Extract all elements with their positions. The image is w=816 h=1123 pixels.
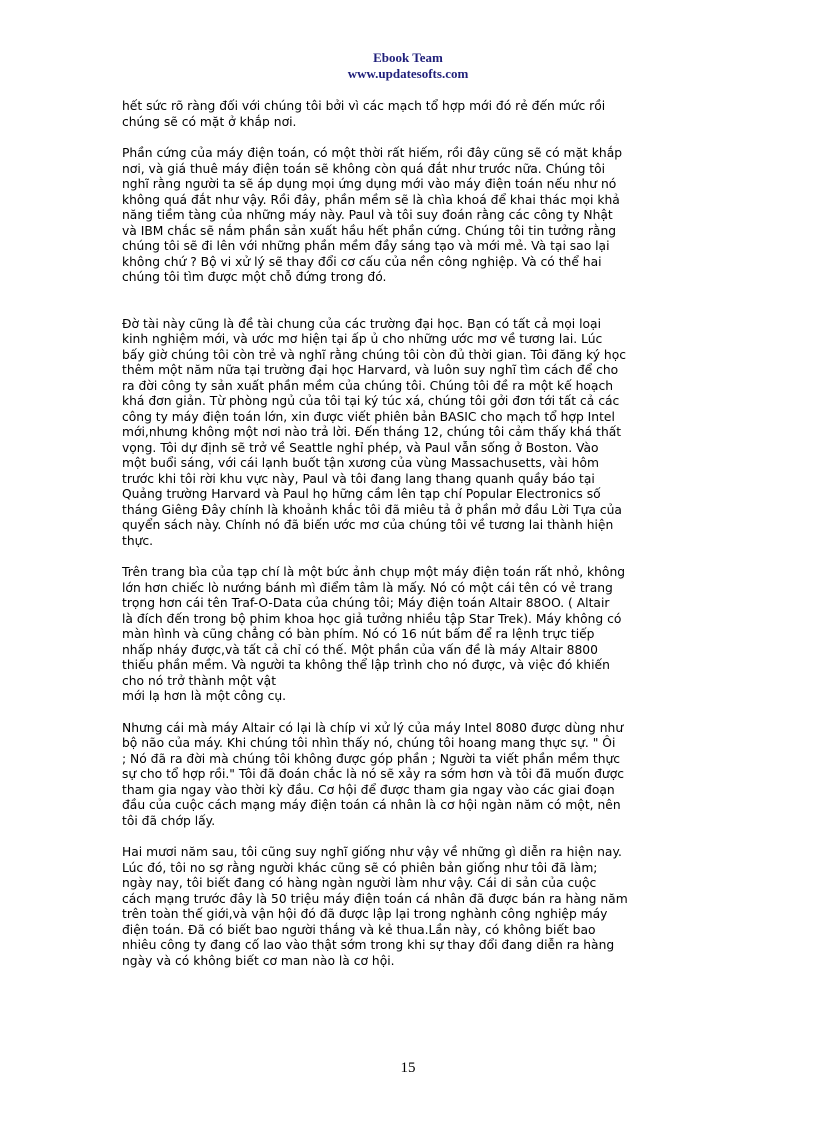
text-line: mới lạ hơn là một công cụ. [122, 689, 287, 703]
text-line: Đờ tài này cũng là đề tài chung của các trường đại học. Bạn có tất cả mọi loại [122, 316, 602, 331]
text-line: điện toán. Đã có biết bao người thắng và kẻ thua.Lần này, có không biết bao [122, 922, 596, 937]
text-line: nghĩ rằng người ta sẽ áp dụng mọi ứng dụng mới vào máy điện toán nếu như nó [122, 177, 617, 191]
text-line: ; Nó đã ra đời mà chúng tôi không được góp phần ; Người ta viết phần mềm thực [122, 751, 621, 766]
text-line: trước khi tôi rời khu vực này, Paul và tôi đang lang thang quanh quầy báo tại [122, 471, 595, 486]
text-line: đầu của cuộc cách mạng máy điện toán cá nhân là cơ hội ngàn năm có một, nên [122, 798, 621, 812]
text-line: Hai mươi năm sau, tôi cũng suy nghĩ giống như vậy về những gì diễn ra hiện nay. [122, 845, 622, 859]
text-line: và IBM chắc sẽ nắm phần sản xuất hầu hết phần cứng. Chúng tôi tin tưởng rằng [122, 223, 617, 238]
text-line: Quảng trường Harvard và Paul họ hững cầm lên tạp chí Popular Electronics số [122, 487, 601, 501]
text-line: nơi, và giá thuê máy điện toán sẽ không còn quá đắt như trước nữa. Chúng tôi [122, 161, 606, 176]
text-line: thực. [122, 533, 154, 548]
text-line: một buổi sáng, với cái lạnh buốt tận xương của vùng Massachusetts, vài hôm [122, 456, 599, 470]
text-line: Nhưng cái mà máy Altair có lại là chíp vi xử lý của máy Intel 8080 được dùng như [122, 720, 624, 735]
text-line: ngày và có không biết cơ man nào là cơ hội. [122, 953, 395, 968]
text-line: chúng tôi sẽ đi lên với những phần mềm đầy sáng tạo và mới mẻ. Và tại sao lại [122, 239, 610, 253]
text-line: năng tiềm tàng của những máy này. Paul và tôi suy đoán rằng các công ty Nhật [122, 208, 613, 222]
paragraph [122, 317, 700, 550]
text-line: mới,nhưng không một nơi nào trả lời. Đến tháng 12, chúng tôi cảm thấy khá thất [122, 425, 622, 439]
body-text [122, 99, 700, 969]
paragraph [122, 721, 700, 830]
text-line: tham gia ngay vào thời kỳ đầu. Cơ hội để được tham gia ngay vào các giai đoạn [122, 782, 615, 797]
text-line: không quá đắt như vậy. Rồi đây, phần mềm sẽ là chìa khoá để khai thác mọi khả [122, 192, 620, 207]
text-line: khá đơn giản. Từ phòng ngủ của tôi tại ký túc xá, chúng tôi gởi đơn tới tất cả các [122, 394, 620, 408]
paragraph [122, 565, 700, 705]
text-line: là đích đến trong bộ phim khoa học giả tưởng nhiều tập Star Trek). Máy không có [122, 611, 622, 626]
text-line: cho nó trở thành một vật [122, 673, 277, 688]
text-line: sự cho tổ hợp rồi." Tôi đã đoán chắc là nó sẽ xảy ra sớm hơn và tôi đã muốn được [122, 767, 625, 781]
text-line: hết sức rõ ràng đối với chúng tôi bởi vì các mạch tổ hợp mới đó rẻ đến mức rồi [122, 99, 606, 113]
paragraph [122, 99, 700, 130]
text-line: quyển sách này. Chính nó đã biến ước mơ của chúng tôi về tương lai thành hiện [122, 518, 614, 532]
text-line: trên toàn thế giới,và vận hội đó đã được lập lại trong nghành công nghiệp máy [122, 907, 608, 921]
text-line: bấy giờ chúng tôi còn trẻ và nghĩ rằng chúng tôi còn đủ thời gian. Tôi đăng ký học [122, 347, 626, 362]
page-number: 15 [400, 1060, 416, 1076]
text-line: vọng. Tôi dự định sẽ trở về Seattle nghỉ phép, và Paul vẫn sống ở Boston. Vào [122, 440, 599, 455]
text-line: chúng sẽ có mặt ở khắp nơi. [122, 114, 297, 129]
text-line: tôi đã chớp lấy. [122, 813, 216, 828]
page-header [0, 50, 816, 82]
text-line: lớn hơn chiếc lò nướng bánh mì điểm tâm là mấy. Nó có một cái tên có vẻ trang [122, 580, 613, 595]
text-line: chúng tôi tìm được một chỗ đứng trong đó. [122, 270, 387, 284]
text-line: ngày nay, tôi biết đang có hàng ngàn người làm như vậy. Cái di sản của cuộc [122, 876, 597, 890]
text-line: thêm một năm nữa tại trường đại học Harvard, và luôn suy nghĩ tìm cách để cho [122, 363, 619, 377]
text-line: nhấp nháy được,và tất cả chỉ có thế. Một phần của vấn đề là máy Altair 8800 [122, 642, 598, 657]
text-line: Phần cứng của máy điện toán, có một thời rất hiếm, rồi đây cũng sẽ có mặt khắp [122, 146, 623, 160]
text-line: Lúc đó, tôi no sợ rằng người khác cũng sẽ có phiên bản giống như tôi đã làm; [122, 860, 598, 875]
text-line: Trên trang bìa của tạp chí là một bức ảnh chụp một máy điện toán rất nhỏ, không [122, 565, 626, 579]
text-line: nhiêu công ty đang cố lao vào thật sớm trong khi sự thay đổi đang diễn ra hàng [122, 938, 615, 952]
text-line: cách mạng trước đây là 50 triệu máy điện toán cá nhân đã được bán ra hàng năm [122, 891, 628, 906]
text-line: thiếu phần mềm. Và người ta không thể lập trình cho nó được, và việc đó khiến [122, 658, 610, 672]
text-line: tháng Giêng Đây chính là khoảnh khắc tôi đã miêu tả ở phần mở đầu Lời Tựa của [122, 502, 622, 517]
text-line: trọng hơn cái tên Traf-O-Data của chúng tôi; Máy điện toán Altair 88OO. ( Altair [122, 596, 610, 610]
header-website: www.updatesofts.com [347, 66, 469, 81]
paragraph [122, 845, 700, 969]
text-line: công ty máy điện toán lớn, xin được viết phiên bản BASIC cho mạch tổ hợp Intel [122, 409, 615, 424]
paragraph [122, 146, 700, 286]
text-line: ra đời công ty sản xuất phần mềm của chúng tôi. Chúng tôi đề ra một kế hoạch [122, 378, 614, 393]
text-line: kinh nghiệm mới, và ước mơ hiện tại ấp ủ cho những ước mơ về tương lai. Lúc [122, 332, 603, 346]
header-team-name: Ebook Team [373, 50, 443, 65]
text-line: bộ não của máy. Khi chúng tôi nhìn thấy nó, chúng tôi hoang mang thực sự. " Ôi [122, 736, 616, 750]
text-line: màn hình và cũng chẳng có bàn phím. Nó có 16 nút bấm để ra lệnh trực tiếp [122, 627, 595, 641]
text-line: không chứ ? Bộ vi xử lý sẽ thay đổi cơ cấu của nền công nghiệp. Và có thể hai [122, 254, 602, 269]
